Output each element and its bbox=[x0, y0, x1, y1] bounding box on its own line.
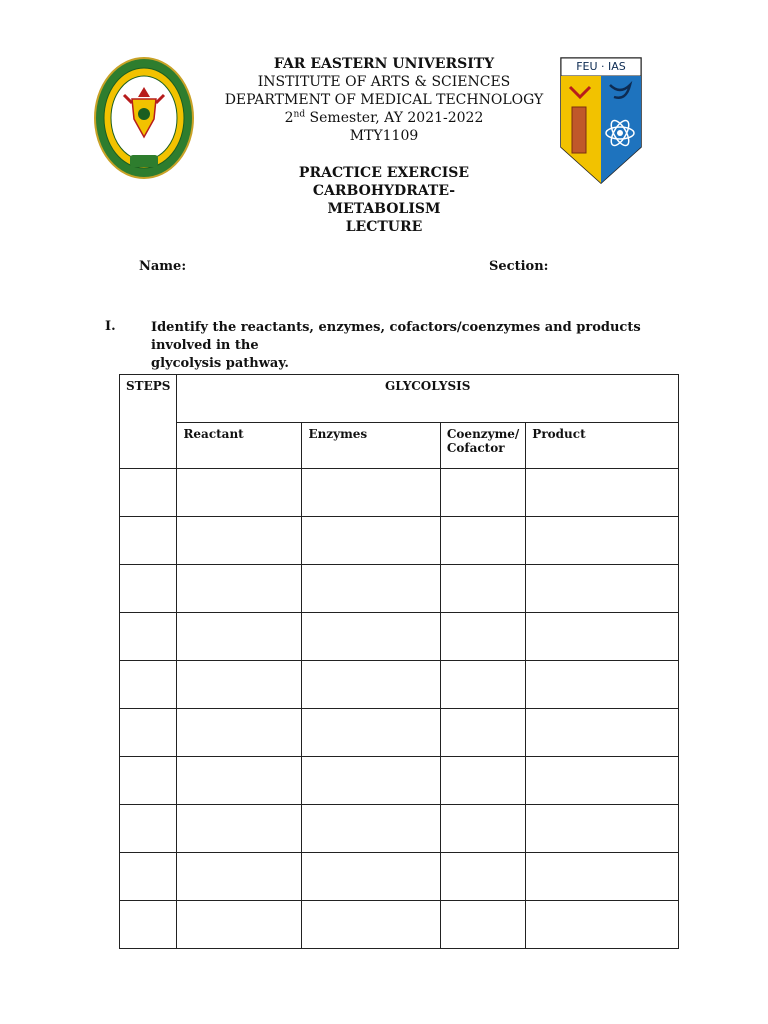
glycolysis-header: GLYCOLYSIS bbox=[177, 375, 679, 423]
table-row bbox=[120, 469, 679, 517]
step-cell[interactable] bbox=[120, 565, 177, 613]
table-row bbox=[120, 661, 679, 709]
table-row bbox=[120, 613, 679, 661]
coenzyme-cell[interactable] bbox=[440, 565, 525, 613]
product-cell[interactable] bbox=[526, 469, 679, 517]
reactant-cell[interactable] bbox=[177, 565, 302, 613]
coenzyme-cell[interactable] bbox=[440, 517, 525, 565]
steps-header: STEPS bbox=[120, 375, 177, 469]
exercise-title bbox=[0, 164, 768, 236]
product-header: Product bbox=[526, 423, 679, 469]
table-row bbox=[120, 805, 679, 853]
table-row bbox=[120, 901, 679, 949]
coenzyme-cell[interactable] bbox=[440, 709, 525, 757]
coenzyme-cell[interactable] bbox=[440, 853, 525, 901]
reactant-cell[interactable] bbox=[177, 613, 302, 661]
step-cell[interactable] bbox=[120, 757, 177, 805]
enzyme-cell[interactable] bbox=[302, 661, 440, 709]
enzyme-cell[interactable] bbox=[302, 805, 440, 853]
table-row bbox=[120, 709, 679, 757]
product-cell[interactable] bbox=[526, 661, 679, 709]
title-line-2: CARBOHYDRATE- bbox=[312, 183, 456, 199]
step-cell[interactable] bbox=[120, 517, 177, 565]
question-text-line-2: glycolysis pathway. bbox=[151, 356, 289, 371]
step-cell[interactable] bbox=[120, 901, 177, 949]
crest-label: FEU · IAS bbox=[576, 60, 626, 73]
step-cell[interactable] bbox=[120, 613, 177, 661]
institute-name: INSTITUTE OF ARTS & SCIENCES bbox=[257, 74, 511, 90]
coenzyme-header bbox=[440, 423, 525, 469]
coenzyme-header-line-2: Cofactor bbox=[446, 441, 505, 455]
name-label: Name: bbox=[139, 259, 187, 274]
coenzyme-cell[interactable] bbox=[440, 469, 525, 517]
enzyme-cell[interactable] bbox=[302, 709, 440, 757]
reactant-cell[interactable] bbox=[177, 661, 302, 709]
step-cell[interactable] bbox=[120, 853, 177, 901]
product-cell[interactable] bbox=[526, 901, 679, 949]
reactant-cell[interactable] bbox=[177, 709, 302, 757]
step-cell[interactable] bbox=[120, 805, 177, 853]
semester-text: Semester, AY 2021-2022 bbox=[305, 110, 484, 126]
question-text bbox=[151, 319, 691, 373]
step-cell[interactable] bbox=[120, 709, 177, 757]
coenzyme-cell[interactable] bbox=[440, 757, 525, 805]
glycolysis-table bbox=[119, 374, 679, 949]
product-cell[interactable] bbox=[526, 517, 679, 565]
coenzyme-cell[interactable] bbox=[440, 805, 525, 853]
reactant-cell[interactable] bbox=[177, 901, 302, 949]
enzymes-header: Enzymes bbox=[302, 423, 440, 469]
coenzyme-header-line-1: Coenzyme/ bbox=[446, 427, 520, 441]
table-row bbox=[120, 757, 679, 805]
product-cell[interactable] bbox=[526, 709, 679, 757]
reactant-cell[interactable] bbox=[177, 469, 302, 517]
university-name: FAR EASTERN UNIVERSITY bbox=[273, 56, 495, 72]
step-cell[interactable] bbox=[120, 661, 177, 709]
product-cell[interactable] bbox=[526, 757, 679, 805]
enzyme-cell[interactable] bbox=[302, 901, 440, 949]
enzyme-cell[interactable] bbox=[302, 613, 440, 661]
coenzyme-cell[interactable] bbox=[440, 613, 525, 661]
section-label: Section: bbox=[489, 259, 549, 274]
department-name: DEPARTMENT OF MEDICAL TECHNOLOGY bbox=[224, 92, 544, 108]
reactant-cell[interactable] bbox=[177, 853, 302, 901]
product-cell[interactable] bbox=[526, 565, 679, 613]
reactant-cell[interactable] bbox=[177, 517, 302, 565]
semester-line bbox=[0, 109, 768, 127]
enzyme-cell[interactable] bbox=[302, 517, 440, 565]
enzyme-cell[interactable] bbox=[302, 469, 440, 517]
semester-ordinal: 2 bbox=[284, 110, 294, 126]
course-code: MTY1109 bbox=[349, 128, 419, 144]
step-cell[interactable] bbox=[120, 469, 177, 517]
enzyme-cell[interactable] bbox=[302, 853, 440, 901]
title-line-1: PRACTICE EXERCISE bbox=[298, 165, 470, 181]
product-cell[interactable] bbox=[526, 853, 679, 901]
title-line-3: METABOLISM bbox=[327, 201, 441, 217]
product-cell[interactable] bbox=[526, 613, 679, 661]
coenzyme-cell[interactable] bbox=[440, 661, 525, 709]
question-number: I. bbox=[105, 319, 116, 334]
semester-suffix: nd bbox=[293, 109, 306, 120]
enzyme-cell[interactable] bbox=[302, 565, 440, 613]
question-text-line-1: Identify the reactants, enzymes, cofactors/coenzymes and products involved in the bbox=[151, 320, 641, 353]
enzyme-cell[interactable] bbox=[302, 757, 440, 805]
reactant-cell[interactable] bbox=[177, 757, 302, 805]
table-row bbox=[120, 565, 679, 613]
table-row bbox=[120, 517, 679, 565]
product-cell[interactable] bbox=[526, 805, 679, 853]
reactant-cell[interactable] bbox=[177, 805, 302, 853]
coenzyme-cell[interactable] bbox=[440, 901, 525, 949]
table-row bbox=[120, 853, 679, 901]
reactant-header: Reactant bbox=[177, 423, 302, 469]
title-line-4: LECTURE bbox=[345, 219, 423, 235]
